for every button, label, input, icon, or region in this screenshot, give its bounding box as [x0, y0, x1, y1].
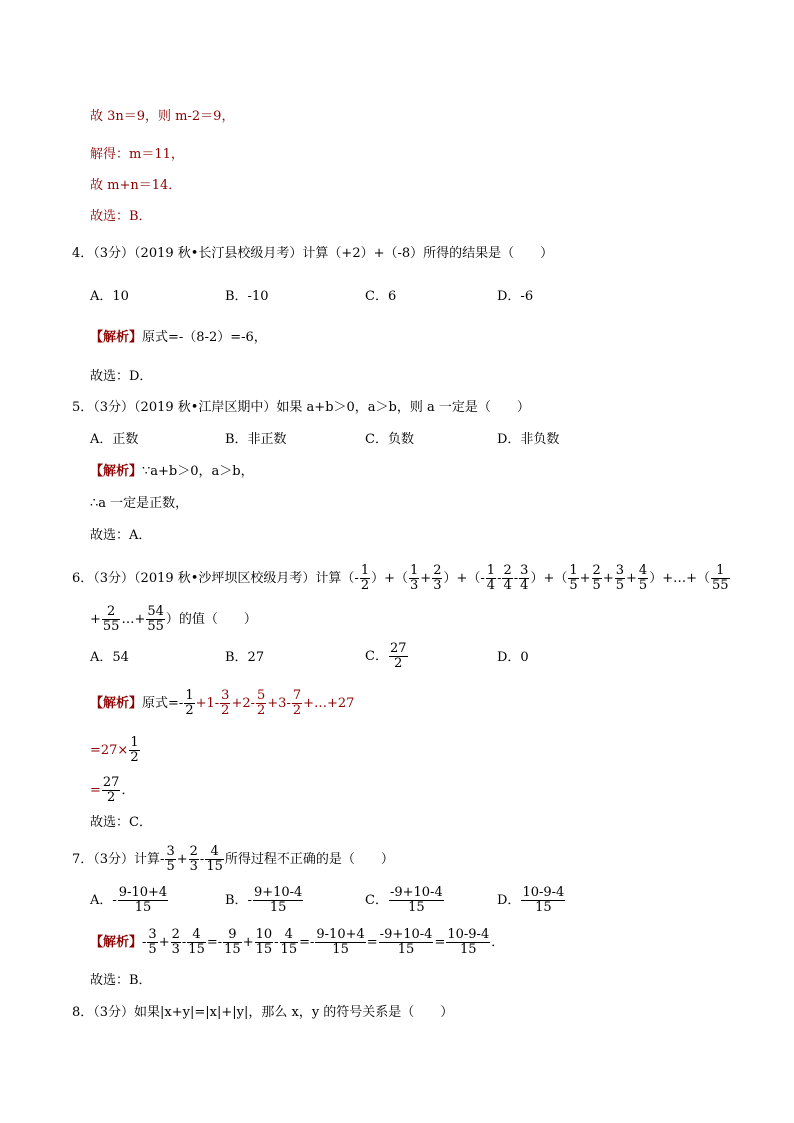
q5-option-c: C．负数 — [365, 432, 414, 447]
fraction: $\frac{27}{2}$ — [102, 775, 120, 805]
question-6-stem: 6．（3分）（2019 秋•沙坪坝区校级月考）计算（- $\frac{1}{2}$ ）+（ $\frac{1}{3}$ + $\frac{2}{3}$ ）+（- $\frac{1}{4}$ - $\frac{2}{4}$ - $\frac{3}{4}$ ）+（ $\frac{1}{5}$ + $\frac{2}{5}$ + $\frac{3}{5}$ + $\frac{4}{5}$ ）+…+（ $\frac{1}{55}$ — [72, 563, 729, 593]
question-5-stem: 5．（3分）（2019 秋•江岸区期中）如果 a+b＞0，a＞b，则 a 一定是（ ） — [72, 400, 530, 415]
fraction: $\frac{4}{15}$ — [188, 927, 205, 957]
fraction: $\frac{-9+10-4}{15}$ — [379, 927, 433, 957]
fraction: $\frac{1}{5}$ — [569, 563, 578, 593]
solution-tag: 【解析】 — [90, 935, 143, 950]
solution-text: ∵a+b＞0，a＞b， — [142, 464, 254, 479]
q7-option-a: A．- $\frac{9-10+4}{15}$ — [90, 885, 168, 915]
fraction: $\frac{54}{55}$ — [147, 604, 164, 634]
question-4-stem: 4．（3分）（2019 秋•长汀县校级月考）计算（+2）+（-8）所得的结果是（ ） — [72, 246, 554, 261]
stem-text: 6．（3分）（2019 秋•沙坪坝区校级月考）计算（- — [72, 571, 359, 586]
solution-text: 原式=-（8-2）=-6， — [142, 330, 267, 345]
fraction: $\frac{3}{5}$ — [166, 844, 175, 874]
fraction: $\frac{2}{3}$ — [171, 927, 180, 957]
fraction: $\frac{1}{2}$ — [130, 735, 139, 765]
fraction: $\frac{9}{15}$ — [224, 927, 241, 957]
q4-answer: 故选：D． — [90, 369, 153, 384]
fraction: $\frac{4}{5}$ — [638, 563, 648, 593]
solution-tag: 【解析】 — [90, 330, 143, 345]
q6-solution-2: =27× $\frac{1}{2}$ — [90, 735, 139, 765]
q5-solution-2: ∴a 一定是正数， — [90, 496, 189, 511]
fraction: $\frac{10}{15}$ — [255, 927, 273, 957]
solution-line: 故 m+n＝14． — [90, 178, 182, 193]
q5-solution — [90, 463, 254, 481]
question-6-stem-2: + $\frac{2}{55}$ …+ $\frac{54}{55}$ ）的值（ ） — [90, 604, 257, 634]
fraction: $\frac{3}{5}$ — [148, 927, 157, 957]
fraction: $\frac{3}{5}$ — [615, 563, 624, 593]
q5-option-d: D．非负数 — [497, 432, 560, 447]
fraction: $\frac{1}{2}$ — [360, 563, 370, 593]
solution-tag: 【解析】 — [90, 696, 143, 711]
solution-line: 故 3n＝9，则 m-2＝9， — [90, 109, 235, 124]
q6-solution: 【解析】原式=- $\frac{1}{2}$ +1- $\frac{3}{2}$ +2- $\frac{5}{2}$ +3- $\frac{7}{2}$ +…+27 — [90, 688, 355, 718]
fraction: $\frac{9+10-4}{15}$ — [253, 885, 303, 915]
fraction: $\frac{9-10+4}{15}$ — [316, 927, 365, 957]
solution-tag: 【解析】 — [90, 464, 143, 479]
fraction: $\frac{2}{55}$ — [102, 604, 120, 634]
q6-answer: 故选：C． — [90, 815, 152, 830]
fraction: $\frac{3}{4}$ — [520, 563, 529, 593]
fraction: $\frac{2}{3}$ — [189, 844, 198, 874]
fraction: $\frac{-9+10-4}{15}$ — [389, 885, 443, 915]
fraction: $\frac{4}{15}$ — [280, 927, 298, 957]
fraction: $\frac{9-10+4}{15}$ — [118, 885, 168, 915]
q4-option-a: A．10 — [90, 289, 129, 304]
q4-option-c: C．6 — [365, 289, 397, 304]
question-7-stem: 7．（3分）计算- $\frac{3}{5}$ + $\frac{2}{3}$ - $\frac{4}{15}$ 所得过程不正确的是（ ） — [72, 844, 394, 874]
q6-option-d: D．0 — [497, 650, 529, 665]
q4-option-d: D．-6 — [497, 289, 534, 304]
answer-line: 故选：B． — [90, 209, 152, 224]
q7-answer: 故选：B． — [90, 973, 152, 988]
fraction: $\frac{27}{2}$ — [389, 641, 407, 671]
fraction: $\frac{2}{3}$ — [433, 563, 442, 593]
q7-option-d: D． $\frac{10-9-4}{15}$ — [497, 885, 565, 915]
q7-solution: 【解析】- $\frac{3}{5}$ + $\frac{2}{3}$ - $\frac{4}{15}$ =- $\frac{9}{15}$ + $\frac{10}{15}$ - $\frac{4}{15}$ =- $\frac{9-10+4}{15}$ = $\frac{-9+10-4}{15}$ = $\frac{10-9-4}{15}$ ． — [90, 927, 505, 957]
q6-option-a: A．54 — [90, 650, 129, 665]
q7-option-b: B．- $\frac{9+10-4}{15}$ — [225, 885, 303, 915]
q4-solution — [90, 329, 267, 347]
fraction: $\frac{1}{4}$ — [486, 563, 496, 593]
fraction: $\frac{1}{55}$ — [711, 563, 729, 593]
fraction: $\frac{7}{2}$ — [292, 688, 302, 718]
question-8-stem: 8．（3分）如果|x+y|=|x|+|y|，那么 x，y 的符号关系是（ ） — [72, 1005, 454, 1020]
q5-answer: 故选：A． — [90, 528, 152, 543]
q4-option-b: B．-10 — [225, 289, 269, 304]
fraction: $\frac{5}{2}$ — [257, 688, 266, 718]
q6-option-b: B．27 — [225, 650, 265, 665]
q6-solution-3: = $\frac{27}{2}$ ． — [90, 775, 135, 805]
q6-option-c: C． $\frac{27}{2}$ — [365, 641, 407, 671]
q5-option-b: B．非正数 — [225, 432, 287, 447]
fraction: $\frac{1}{2}$ — [185, 688, 194, 718]
fraction: $\frac{10-9-4}{15}$ — [522, 885, 565, 915]
q7-option-c: C． $\frac{-9+10-4}{15}$ — [365, 885, 443, 915]
q5-option-a: A．正数 — [90, 432, 139, 447]
fraction: $\frac{10-9-4}{15}$ — [447, 927, 490, 957]
solution-line: 解得：m＝11， — [90, 147, 184, 162]
fraction: $\frac{2}{5}$ — [592, 563, 601, 593]
fraction: $\frac{2}{4}$ — [503, 563, 512, 593]
fraction: $\frac{1}{3}$ — [410, 563, 419, 593]
fraction: $\frac{3}{2}$ — [221, 688, 230, 718]
fraction: $\frac{4}{15}$ — [206, 844, 223, 874]
